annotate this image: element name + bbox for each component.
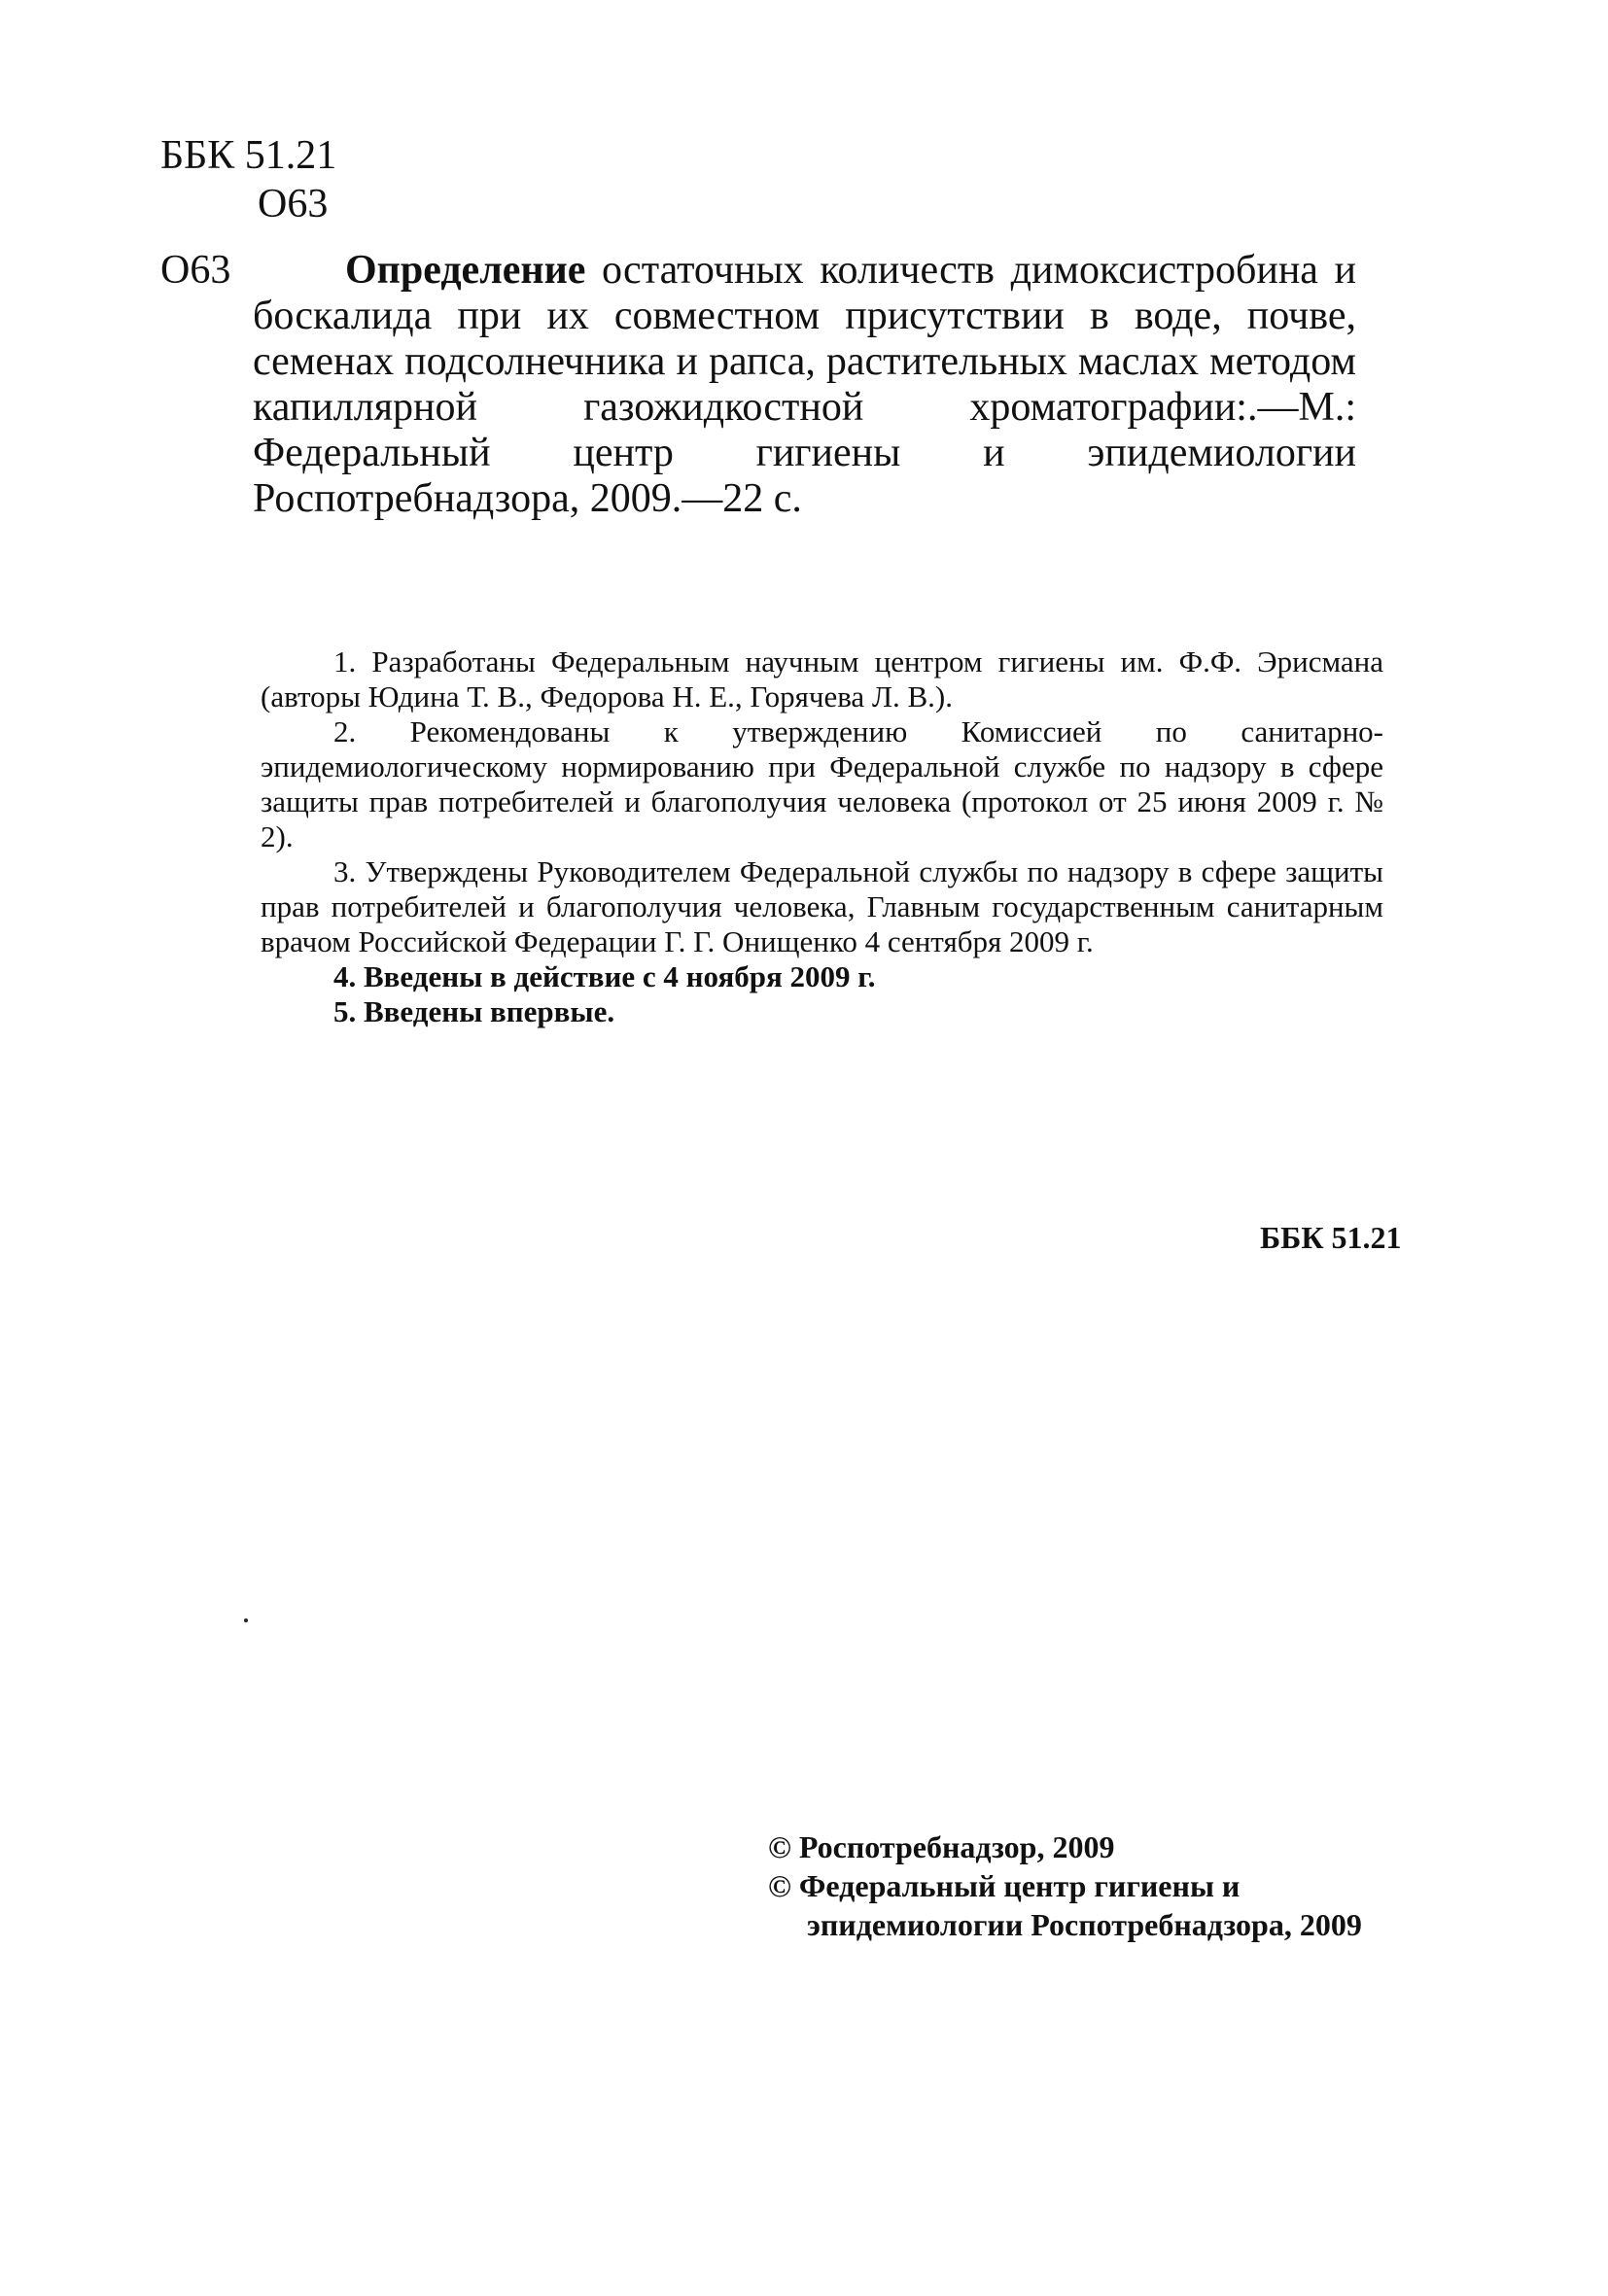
note-developed: 1. Разработаны Федеральным научным центром гигиены им. Ф.Ф. Эрисмана (авторы Юдина Т. В., Федорова Н. Е., Горячева Л. В.). <box>261 644 1383 713</box>
note-recommended: 2. Рекомендованы к утверждению Комиссией по санитарно-эпидемиологическому нормированию при Федеральной службе по надзору в сфере защиты прав потребителей и благополучия человека (протокол от 25 июня 2009 г. № 2). <box>261 714 1383 853</box>
entry-body <box>253 248 1356 522</box>
copyright-line-1: © Роспотребнадзор, 2009 <box>768 1829 1115 1864</box>
bbk-header <box>160 131 336 228</box>
publication-notes <box>261 644 1383 1029</box>
author-code: О63 <box>258 182 329 226</box>
entry-code: О63 <box>160 248 231 293</box>
note-approved: 3. Утверждены Руководителем Федеральной службы по надзору в сфере защиты прав потребителей и благополучия человека, Главным государственным санитарным врачом Российской Федерации Г. Г. Онищенко 4 сентября 2009 г. <box>261 854 1383 958</box>
note-effective-date: 4. Введены в действие с 4 ноября 2009 г. <box>333 959 876 993</box>
bbk-footer: ББК 51.21 <box>1260 1220 1402 1255</box>
entry-title-lead: Определение <box>345 248 586 293</box>
scan-speck <box>244 1618 248 1622</box>
entry-description: остаточных количеств димоксистробина и боскалида при их совместном присутствии в воде, почве, семенах подсолнечника и рапса, растительных маслах методом капиллярной газожидкостной хроматографии:.—М.: Федеральный центр гигиены и эпидемиологии Роспотребнадзора, 2009.—22 с. <box>253 248 1356 521</box>
copyright-block <box>768 1827 1362 1944</box>
note-first-introduced: 5. Введены впервые. <box>333 994 615 1028</box>
bbk-classification: ББК 51.21 <box>160 133 337 178</box>
copyright-line-3: эпидемиологии Роспотребнадзора, 2009 <box>807 1907 1362 1942</box>
bibliographic-entry <box>160 248 1356 522</box>
copyright-line-2: © Федеральный центр гигиены и <box>768 1868 1241 1903</box>
